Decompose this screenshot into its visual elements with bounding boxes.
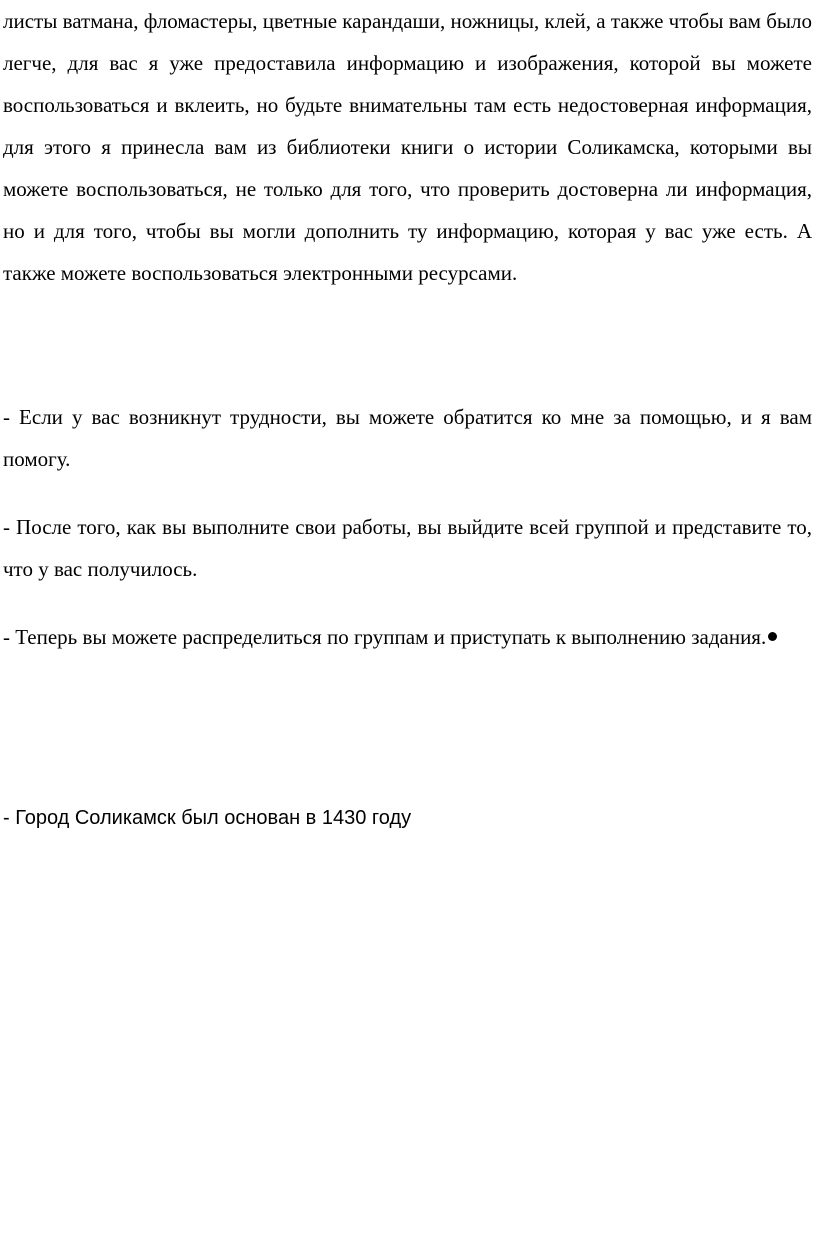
fact-line-city-founding: - Город Соликамск был основан в 1430 году	[3, 807, 412, 829]
paragraph-materials-info: листы ватмана, фломастеры, цветные карандаши, ножницы, клей, а также чтобы вам было легче, для вас я уже предоставила информацию и изображения, которой вы можете воспользоваться и вклеить, но будьте внимательны там есть недостоверная информация, для этого я принесла вам из библиотеки книги о истории Соликамска, которыми вы можете воспользоваться, не только для того, что проверить достоверна ли информация, но и для того, чтобы вы могли дополнить ту информацию, которая у вас уже есть. А также можете воспользоваться электронными ресурсами.	[3, 9, 812, 285]
paragraph-presentation: - После того, как вы выполните свои работы, вы выйдите всей группой и представите то, что у вас получилось.	[3, 515, 812, 581]
paragraph-group-start	[3, 616, 812, 658]
bullet-dot-icon	[768, 632, 777, 641]
paragraph-group-start-text: - Теперь вы можете распределиться по группам и приступать к выполнению задания.	[3, 625, 767, 649]
paragraph-help-offer: - Если у вас возникнут трудности, вы можете обратится ко мне за помощью, и я вам помогу.	[3, 405, 812, 471]
